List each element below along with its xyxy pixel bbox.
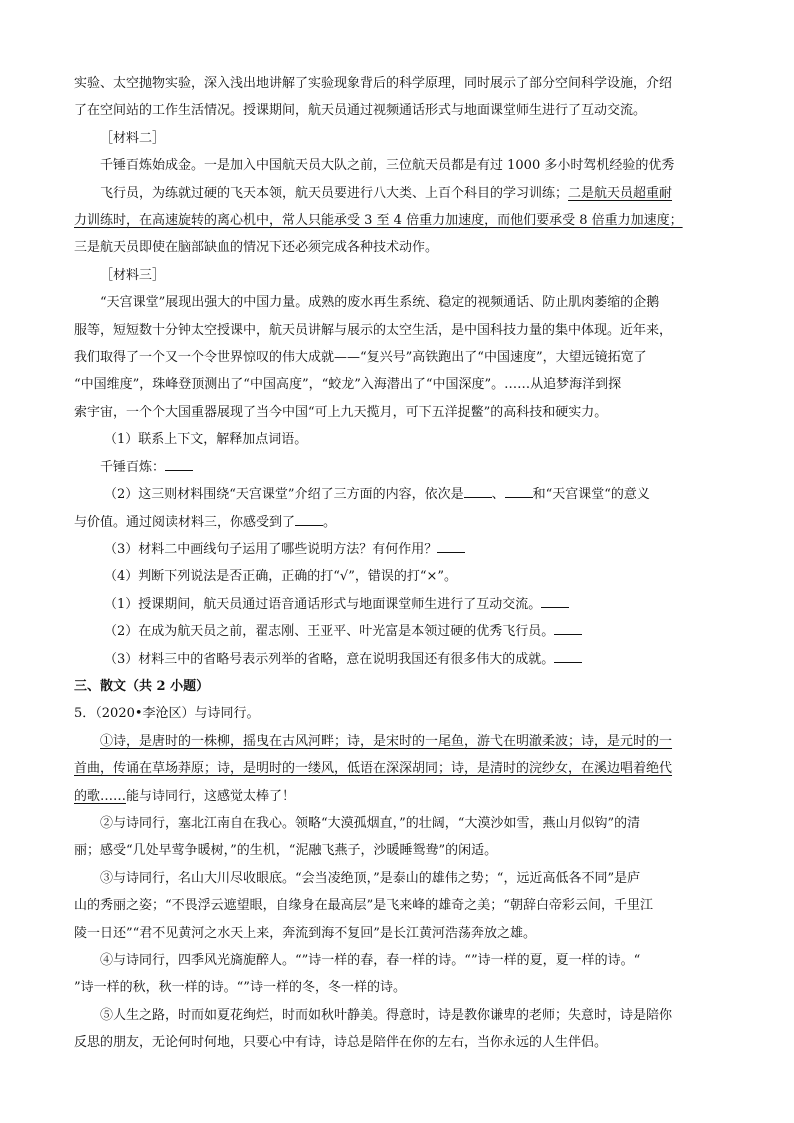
text-span: ④与诗同行，四季风光旖旎醉人。“”诗一样的春，春一样的诗。“”诗一样的夏，夏一样的诗。“	[100, 953, 641, 968]
text-line	[74, 371, 722, 398]
text-line	[74, 974, 722, 1001]
text-span: “中国维度”，珠峰登顶测出了“中国高度”，“蛟龙”入海潜出了“中国深度”。……从追梦海洋到探	[74, 377, 622, 393]
text-line	[74, 289, 722, 316]
text-span: 飞行员，为练就过硬的飞天本领，航天员要进行八大类、上百个科目的学习训练；	[100, 185, 569, 201]
answer-blank[interactable]	[165, 456, 193, 471]
text-line	[74, 97, 722, 124]
text-line	[74, 481, 722, 508]
text-span: （2）这三则材料围绕“天宫课堂”介绍了三方面的内容，依次是	[104, 487, 464, 503]
text-line	[74, 426, 722, 453]
answer-blank[interactable]	[554, 648, 582, 663]
answer-blank[interactable]	[295, 511, 323, 526]
text-line	[74, 646, 722, 673]
text-span: 陵一日还”“君不见黄河之水天上来，奔流到海不复回”是长江黄河浩荡奔放之雄。	[74, 925, 536, 941]
text-span: ②与诗同行，塞北江南自在我心。领略“大漠孤烟直，”的壮阔，“大漠沙如雪，燕山月似钩”的清	[100, 815, 641, 831]
answer-blank[interactable]	[554, 620, 582, 635]
text-line	[74, 262, 722, 289]
text-line	[74, 865, 722, 892]
text-span: （4）判断下列说法是否正确，正确的打“√”，错误的打“×”。	[104, 569, 458, 585]
text-line	[74, 399, 722, 426]
text-line	[74, 317, 722, 344]
underlined-text: ①诗，是唐时的一株柳，摇曳在古风河畔；诗，是宋时的一尾鱼，游弋在明澈柔波；诗，是元时的一	[100, 733, 673, 749]
underlined-text: 二是航天员超重耐	[568, 185, 673, 201]
text-line	[74, 947, 722, 974]
text-span: （3）材料二中画线句子运用了哪些说明方法？有何作用？	[104, 541, 438, 557]
text-line	[74, 810, 722, 837]
answer-blank[interactable]	[464, 483, 492, 498]
text-line	[74, 728, 722, 755]
answer-blank[interactable]	[437, 538, 465, 553]
text-line	[74, 837, 722, 864]
underlined-text: 力训练时，在高速旋转的离心机中，常人只能承受 3 至 4 倍重力加速度，而他们要承受 8 倍重力加速度；	[74, 213, 683, 229]
text-line	[74, 591, 722, 618]
text-span: ③与诗同行，名山大川尽收眼底。“会当凌绝顶，”是泰山的雄伟之势；“，远近高低各不同”是庐	[100, 870, 641, 886]
text-span: 山的秀丽之姿；“不畏浮云遮望眼，自缘身在最高层”是飞来峰的雄奇之美；“朝辞白帝彩云间，千里江	[74, 898, 653, 914]
text-line	[74, 125, 722, 152]
text-span: 千锤百炼：	[100, 459, 166, 475]
text-span: （1）授课期间，航天员通过语音通话形式与地面课堂师生进行了互动交流。	[104, 596, 542, 612]
text-span: 5．（2020•李沧区）与诗同行。	[74, 706, 260, 722]
text-span: “天宫课堂”展现出强大的中国力量。成熟的废水再生系统、稳定的视频通话、防止肌肉萎缩的企鹅	[100, 295, 660, 311]
text-line	[74, 234, 722, 261]
text-line	[74, 1002, 722, 1029]
text-line	[74, 700, 722, 727]
section-heading	[74, 673, 722, 700]
text-line	[74, 454, 722, 481]
text-span: 丽；感受“几处早莺争暖树，”的生机，“泥融飞燕子，沙暖睡鸳鸯”的闲适。	[74, 843, 498, 859]
text-span: 索宇宙，一个个大国重器展现了当今中国“可上九天揽月，可下五洋捉鳖”的高科技和硬实力。	[74, 404, 608, 420]
text-span: 、	[491, 487, 505, 503]
text-line	[74, 563, 722, 590]
text-span: ⑤人生之路，时而如夏花绚烂，时而如秋叶静美。得意时，诗是教你谦卑的老师；失意时，诗是陪你	[100, 1007, 673, 1023]
text-line	[74, 755, 722, 782]
text-line	[74, 1029, 722, 1056]
text-line	[74, 152, 722, 179]
text-line	[74, 783, 722, 810]
text-span: 实验、太空抛物实验，深入浅出地讲解了实验现象背后的科学原理，同时展示了部分空间科学设施，介绍	[74, 76, 673, 91]
text-span: 反思的朋友，无论何时何地，只要心中有诗，诗总是陪伴在你的左右，当你永远的人生伴侣。	[74, 1035, 608, 1051]
text-span: （3）材料三中的省略号表示列举的省略，意在说明我国还有很多伟大的成就。	[104, 651, 555, 667]
text-line	[74, 344, 722, 371]
text-span: （2）在成为航天员之前，翟志刚、王亚平、叶光富是本领过硬的优秀飞行员。	[104, 624, 555, 640]
underlined-text: 首曲，传诵在草场莽原；诗，是明时的一缕风，低语在深深胡同；诗，是清时的浣纱女，在溪边唱着绝代	[74, 761, 673, 777]
text-span: 服等，短短数十分钟太空授课中，航天员讲解与展示的太空生活，是中国科技力量的集中体现。近年来，	[74, 322, 673, 338]
document-page	[74, 70, 722, 1057]
text-span: 三、散文（共 2 小题）	[74, 678, 210, 694]
text-line	[74, 207, 722, 234]
text-span: 了在空间站的工作生活情况。授课期间，航天员通过视频通话形式与地面课堂师生进行了互动交流。	[74, 103, 647, 119]
text-line	[74, 70, 722, 97]
text-span: 和“天宫课堂“的意义	[532, 487, 650, 503]
text-span: 。	[323, 514, 337, 530]
text-span: （1）联系上下文，解释加点词语。	[104, 432, 308, 448]
text-span: 三是航天员即使在脑部缺血的情况下还必须完成各种技术动作。	[74, 240, 439, 256]
text-line	[74, 892, 722, 919]
text-line	[74, 180, 722, 207]
text-span: ［材料三］	[100, 267, 166, 283]
answer-blank[interactable]	[541, 593, 569, 608]
text-span: 千锤百炼始成金。一是加入中国航天员大队之前，三位航天员都是有过 1000 多小时驾机经验的优秀	[100, 158, 675, 174]
text-span: ”诗一样的秋，秋一样的诗。“”诗一样的冬，冬一样的诗。	[74, 980, 406, 996]
text-line	[74, 509, 722, 536]
text-span: 我们取得了一个又一个令世界惊叹的伟大成就——“复兴号”高铁跑出了“中国速度”，大望远镜拓宽了	[74, 350, 647, 366]
text-span: 与价值。通过阅读材料三，你感受到了	[74, 514, 296, 530]
text-span: 能与诗同行，这感觉太棒了！	[126, 788, 296, 804]
underlined-text: 的歌……	[74, 788, 127, 804]
text-line	[74, 536, 722, 563]
answer-blank[interactable]	[505, 483, 533, 498]
text-line	[74, 920, 722, 947]
text-span: ［材料二］	[100, 130, 166, 146]
text-line	[74, 618, 722, 645]
